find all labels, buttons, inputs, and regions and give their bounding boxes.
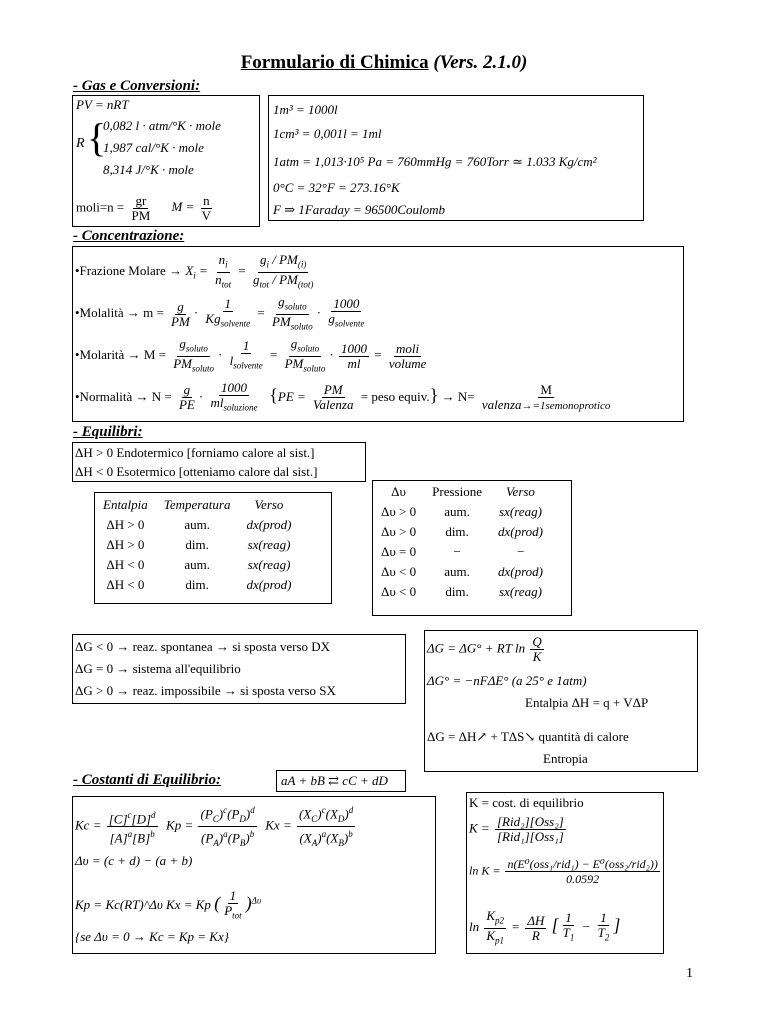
conv-temperature: 0°C = 32°F = 273.16°K (273, 180, 400, 195)
moli-label: moli=n = (76, 199, 125, 215)
delta-upsilon: Δυ = (c + d) − (a + b) (75, 853, 193, 868)
table-row (95, 535, 300, 555)
cell: sx(reag) (499, 504, 542, 519)
kc-kp-kx-formulas: Kc = $\frac{[C]^c[D]^d}{[A]^a[B]^b}$ Kp = $\frac{(P_C)^c(P_D)^d}{(P_A)^a(P_B)^b}$ Kx = $\frac{(X_C)^c(X_D)^d}{(X_A)^a(X_B)^b}$ (75, 805, 354, 848)
k-redox (469, 815, 568, 844)
conv-pressure: 1atm = 1,013·10⁵ Pa = 760mmHg = 760Torr ≃ 1.033 Kg/cm² (273, 154, 597, 169)
cell: Δυ > 0 (381, 524, 417, 539)
conv-volume-cm3: 1cm³ = 0,001l = 1ml (273, 126, 382, 141)
cell: sx(reag) (247, 557, 291, 572)
pressure-table (373, 482, 551, 602)
semonoprotico-note: →=1semonoprotico (521, 399, 611, 412)
m-label: M = (171, 199, 195, 215)
cell: dx(prod) (246, 517, 292, 532)
r-value-2: 1,987 cal/°K · mole (103, 140, 204, 155)
th-verso: Verso (254, 497, 284, 512)
molarita-label: •Molarità → M = (75, 347, 166, 363)
cell: Δυ < 0 (381, 564, 417, 579)
table-row (373, 522, 551, 542)
cell: ΔH > 0 (106, 517, 145, 532)
cell: ΔH < 0 (106, 557, 145, 572)
q-num: Q (532, 634, 542, 649)
table-row (95, 515, 300, 535)
table-row (373, 502, 551, 522)
cell: dim. (445, 584, 469, 599)
vant-hoff: ln $\frac{K_{p2}}{K_{p1}}$ = $\frac{\Delta H}{R}$ [ $\frac{1}{T_1}$ − $\frac{1}{T_2}$ ] (469, 908, 621, 946)
molalita-label: •Molalità → m = (75, 305, 164, 321)
pressure-table-box (372, 480, 572, 616)
n-v-fraction (200, 194, 213, 223)
cell: sx(reag) (499, 584, 542, 599)
temperature-table-box (94, 492, 332, 604)
ln-k-label: ln K = (469, 863, 501, 878)
section-equilibri: - Equilibri: (73, 424, 143, 440)
conv-volume-m3: 1m³ = 1000l (273, 102, 338, 117)
gr-pm-fraction (130, 194, 153, 223)
cell: ΔH < 0 (106, 577, 145, 592)
ln-k-nernst (469, 857, 662, 886)
cell: aum. (444, 564, 470, 579)
table-row (95, 555, 300, 575)
gibbs-ln-label: ΔG = ΔG° + RT ln (427, 640, 526, 656)
cell: Δυ > 0 (381, 504, 417, 519)
th-temperatura: Temperatura (163, 497, 231, 512)
conv-faraday: F ⇒ 1Faraday = 96500Coulomb (273, 202, 446, 217)
enthalpy-formula: Entalpia ΔH = q + VΔP (525, 695, 649, 710)
k-box (466, 792, 664, 954)
peso-equiv: = peso equiv. (360, 388, 430, 404)
table-row (373, 542, 551, 562)
reaction-box: aA + bB ⇄ cC + dD (276, 770, 406, 792)
cell: aum. (184, 557, 210, 572)
cell: − (516, 544, 525, 559)
cell: dx(prod) (246, 577, 292, 592)
normalita-label: •Normalità → N = (75, 388, 172, 404)
section-gas: - Gas e Conversioni: (73, 78, 201, 94)
k-redox-den: [Rid₁][Oss₁] (496, 829, 564, 844)
kp-kx-label: Kp = Kc(RT)^Δυ Kx = Kp (75, 896, 211, 912)
enthalpy-box (72, 442, 366, 482)
section-concentrazione: - Concentrazione: (73, 228, 185, 244)
cell: dim. (445, 524, 469, 539)
kp-kx-relation: Kp = Kc(RT)^Δυ Kx = Kp ( $\frac{1}{P_{tot}}$ )$^{\Delta\upsilon}$ (75, 888, 262, 921)
page-number: 1 (686, 966, 693, 981)
gibbs-heat: ΔG = ΔH↗ + TΔS↘ quantità di calore (427, 729, 629, 744)
frazione-label: •Frazione Molare → (75, 263, 183, 279)
r-label: R (76, 136, 85, 151)
temperature-table (95, 495, 300, 595)
table-row (373, 562, 551, 582)
frazione-molare: •Frazione Molare → $X_i$ = $\frac{n_i}{n_{tot}}$ = $\frac{g_i / PM_{(i)}}{g_{tot} / PM_{(tot)}}$ (75, 252, 314, 290)
pm-den: PM (131, 208, 151, 223)
entropy-label: Entropia (543, 751, 588, 766)
equal-constants: {se Δυ = 0 → Kc = Kp = Kx} (75, 929, 229, 944)
title-version: (Vers. 2.1.0) (433, 52, 528, 73)
k-den: K (532, 649, 542, 664)
cell: aum. (444, 504, 470, 519)
section-costanti: - Costanti di Equilibrio: (73, 772, 221, 788)
gas-box (72, 95, 260, 227)
cell: dx(prod) (497, 524, 543, 539)
molalita: •Molalità → m = $\frac{g}{PM}$ · $\frac{1}{Kg_{solvente}}$ = $\frac{g_{soluto}}{PM_{soluto}}$ · $\frac{1000}{g_{solvente}}$ (75, 294, 365, 332)
table-row (373, 582, 551, 602)
cell: aum. (184, 517, 210, 532)
gibbs-negative: ΔG < 0 → reaz. spontanea → si sposta verso DX (75, 639, 331, 654)
n-num: n (203, 193, 210, 208)
ln-label: ln (469, 919, 480, 935)
page-title (0, 52, 768, 74)
cell: sx(reag) (247, 537, 291, 552)
cell: Δυ < 0 (381, 584, 417, 599)
cell: − (453, 544, 461, 559)
gibbs-formula-box (424, 630, 698, 772)
th-dv: Δυ (391, 484, 406, 499)
th-pressione: Pressione (432, 484, 482, 499)
r-value-1: 0,082 l · atm/°K · mole (103, 118, 221, 133)
th-entalpia: Entalpia (103, 497, 148, 512)
th-verso-2: Verso (506, 484, 535, 499)
molarita: •Molarità → M = $\frac{g_{soluto}}{PM_{soluto}}$ · $\frac{1}{l_{solvente}}$ = $\frac{g_{soluto}}{PM_{soluto}}$ · $\frac{1000}{ml}$ = $\frac{\text{moli}}{\text{volume}}$ (75, 336, 427, 374)
k-redox-num: [Rid₂][Oss₂] (496, 814, 564, 829)
gibbs-standard: ΔG° = −nFΔE° (a 25° e 1atm) (427, 673, 587, 688)
ln-k-num: n(E⁰(oss₁/rid₁) − E⁰(oss₂/rid₂)) (507, 857, 658, 871)
conversion-box (268, 95, 644, 221)
endotermico: ΔH > 0 Endotermico [forniamo calore al sist.] (75, 445, 315, 460)
esotermico: ΔH < 0 Esotermico [otteniamo calore dal sist.] (75, 464, 318, 479)
moli-formula (76, 194, 215, 223)
concentration-box (72, 246, 684, 422)
cell: dim. (185, 537, 209, 552)
k-redox-label: K = (469, 820, 490, 836)
ln-k-den: 0.0592 (566, 872, 600, 886)
cell: dim. (185, 577, 209, 592)
gibbs-ln (427, 635, 546, 664)
cell: dx(prod) (497, 564, 543, 579)
gibbs-box (72, 634, 406, 704)
r-value-3: 8,314 J/°K · mole (103, 162, 194, 177)
table-row (95, 575, 300, 595)
cell: Δυ = 0 (381, 544, 417, 559)
brace: { (87, 115, 107, 160)
gibbs-zero: ΔG = 0 → sistema all'equilibrio (75, 661, 241, 676)
k-definition: K = cost. di equilibrio (469, 795, 584, 810)
gibbs-positive: ΔG > 0 → reaz. impossibile → si sposta verso SX (75, 683, 336, 698)
title-main: Formulario di Chimica (240, 52, 429, 73)
ideal-gas-law: PV = nRT (76, 97, 129, 112)
cell: ΔH > 0 (106, 537, 145, 552)
kc-box (72, 796, 436, 954)
v-den: V (201, 208, 212, 223)
normalita: •Normalità → N = $\frac{g}{PE}$ · $\frac{1000}{ml_{soluzione}}$ {PE = $\frac{PM}{\text{Valenza}}$ = peso equiv.} → N= $\frac{M}{\text{valenza→=1semonoprotico}}$ (75, 380, 611, 413)
gr-num: gr (135, 193, 147, 208)
